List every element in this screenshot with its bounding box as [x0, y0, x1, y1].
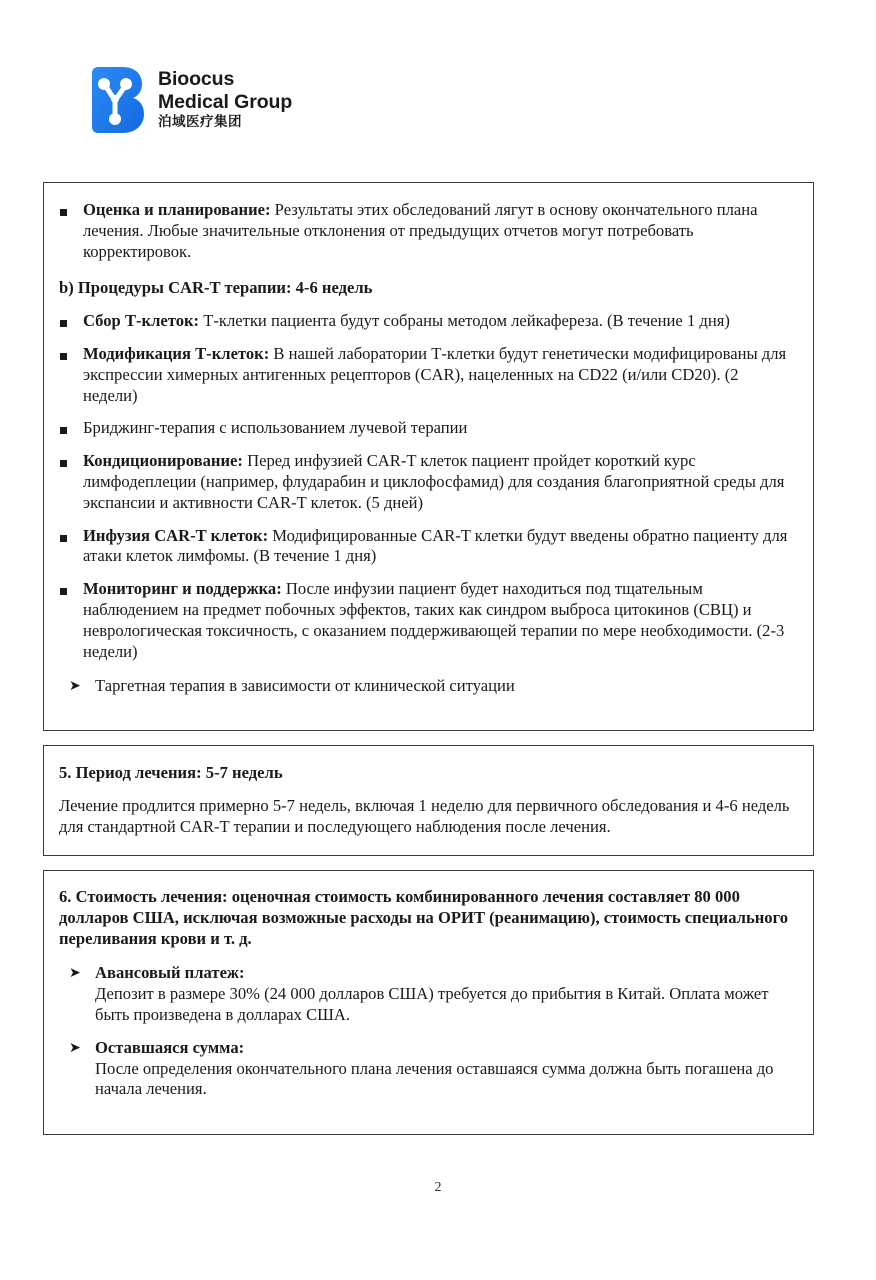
item-label: Мониторинг и поддержка: [83, 579, 282, 599]
list-item [59, 344, 795, 406]
payment-item [59, 963, 795, 1025]
payment-label: Авансовый платеж: [95, 963, 245, 983]
list-item [59, 418, 795, 439]
list-item [59, 676, 795, 697]
item-label: Кондиционирование: [83, 451, 243, 471]
list-item [59, 526, 795, 568]
list-item [59, 451, 795, 513]
bioocus-logo-icon [92, 67, 144, 133]
item-label: Инфузия CAR-T клеток: [83, 525, 269, 545]
logo-name-line1: Bioocus [158, 68, 235, 90]
square-bullet-icon [60, 320, 67, 327]
logo-name-chinese: 泊域医疗集团 [158, 114, 242, 129]
item-text: Таргетная терапия в зависимости от клинической ситуации [95, 676, 515, 696]
item-label: Оценка и планирование: [83, 200, 271, 219]
page-number: 2 [434, 1180, 442, 1195]
item-label: Модификация Т-клеток: [83, 343, 270, 363]
section-heading: 6. Стоимость лечения: оценочная стоимость комбинированного лечения составляет 80 000 долларов США, исключая возможные расходы на ОРИТ (реанимацию), стоимость специального переливания крови и т. д. [59, 887, 788, 948]
payment-item [59, 1038, 795, 1100]
logo-wordmark [158, 68, 292, 130]
square-bullet-icon [60, 209, 67, 216]
item-text: В нашей лаборатории Т-клетки будут генетически модифицированы для экспрессии химерных антигенных рецепторов (CAR), нацеленных на CD22 (и/или CD20). (2 недели) [83, 343, 787, 405]
treatment-period-section [43, 745, 814, 856]
item-text: Бриджинг-терапия с использованием лучевой терапии [83, 418, 468, 438]
list-item [59, 579, 795, 662]
arrow-bullet-icon: ➤ [69, 965, 81, 982]
arrow-bullet-icon: ➤ [69, 678, 81, 695]
item-text: Модифицированные CAR-T клетки будут введены обратно пациенту для атаки клеток лимфомы. (В течение 1 дня) [83, 525, 788, 566]
payment-text: Депозит в размере 30% (24 000 долларов США) требуется до прибытия в Китай. Оплата может быть произведена в долларах США. [95, 984, 769, 1024]
company-logo [92, 67, 292, 133]
logo-name-line2: Medical Group [158, 91, 293, 113]
section-heading: 5. Период лечения: 5-7 недель [59, 763, 283, 782]
square-bullet-icon [60, 460, 67, 467]
square-bullet-icon [60, 588, 67, 595]
item-label: Сбор Т-клеток: [83, 311, 200, 331]
payment-label: Оставшаяся сумма: [95, 1037, 245, 1057]
square-bullet-icon [60, 535, 67, 542]
item-text: Т-клетки пациента будут собраны методом лейкафереза. (В течение 1 дня) [199, 311, 730, 331]
list-item [59, 311, 795, 332]
section-text: Лечение продлится примерно 5-7 недель, включая 1 неделю для первичного обследования и 4-6 недель для стандартной CAR-T терапии и последующего наблюдения после лечения. [59, 795, 790, 836]
item-text: Перед инфузией CAR-T клеток пациент пройдет короткий курс лимфодеплеции (например, флударабин и циклофосфамид) для создания благоприятной среды для экспансии и активности CAR-T клеток. (5 дней) [83, 451, 785, 512]
arrow-bullet-icon: ➤ [69, 1039, 81, 1056]
item-text: После инфузии пациент будет находиться под тщательным наблюдением на предмет побочных эффектов, таких как синдром выброса цитокинов (СВЦ) и неврологическая токсичность, с оказанием поддерживающей терапии по мере необходимости. (2-3 недели) [83, 579, 785, 661]
square-bullet-icon [60, 427, 67, 434]
car-t-procedures-section [43, 182, 814, 731]
item-text: Результаты этих обследований лягут в основу окончательного плана лечения. Любые значительные отклонения от предыдущих отчетов могут потребовать корректировок. [83, 200, 758, 261]
list-item [59, 200, 795, 262]
subheading-car-t-procedures: b) Процедуры CAR-T терапии: 4-6 недель [59, 278, 373, 298]
square-bullet-icon [60, 353, 67, 360]
payment-text: После определения окончательного плана лечения оставшаяся сумма должна быть погашена до начала лечения. [95, 1058, 774, 1099]
treatment-cost-section [43, 870, 814, 1135]
